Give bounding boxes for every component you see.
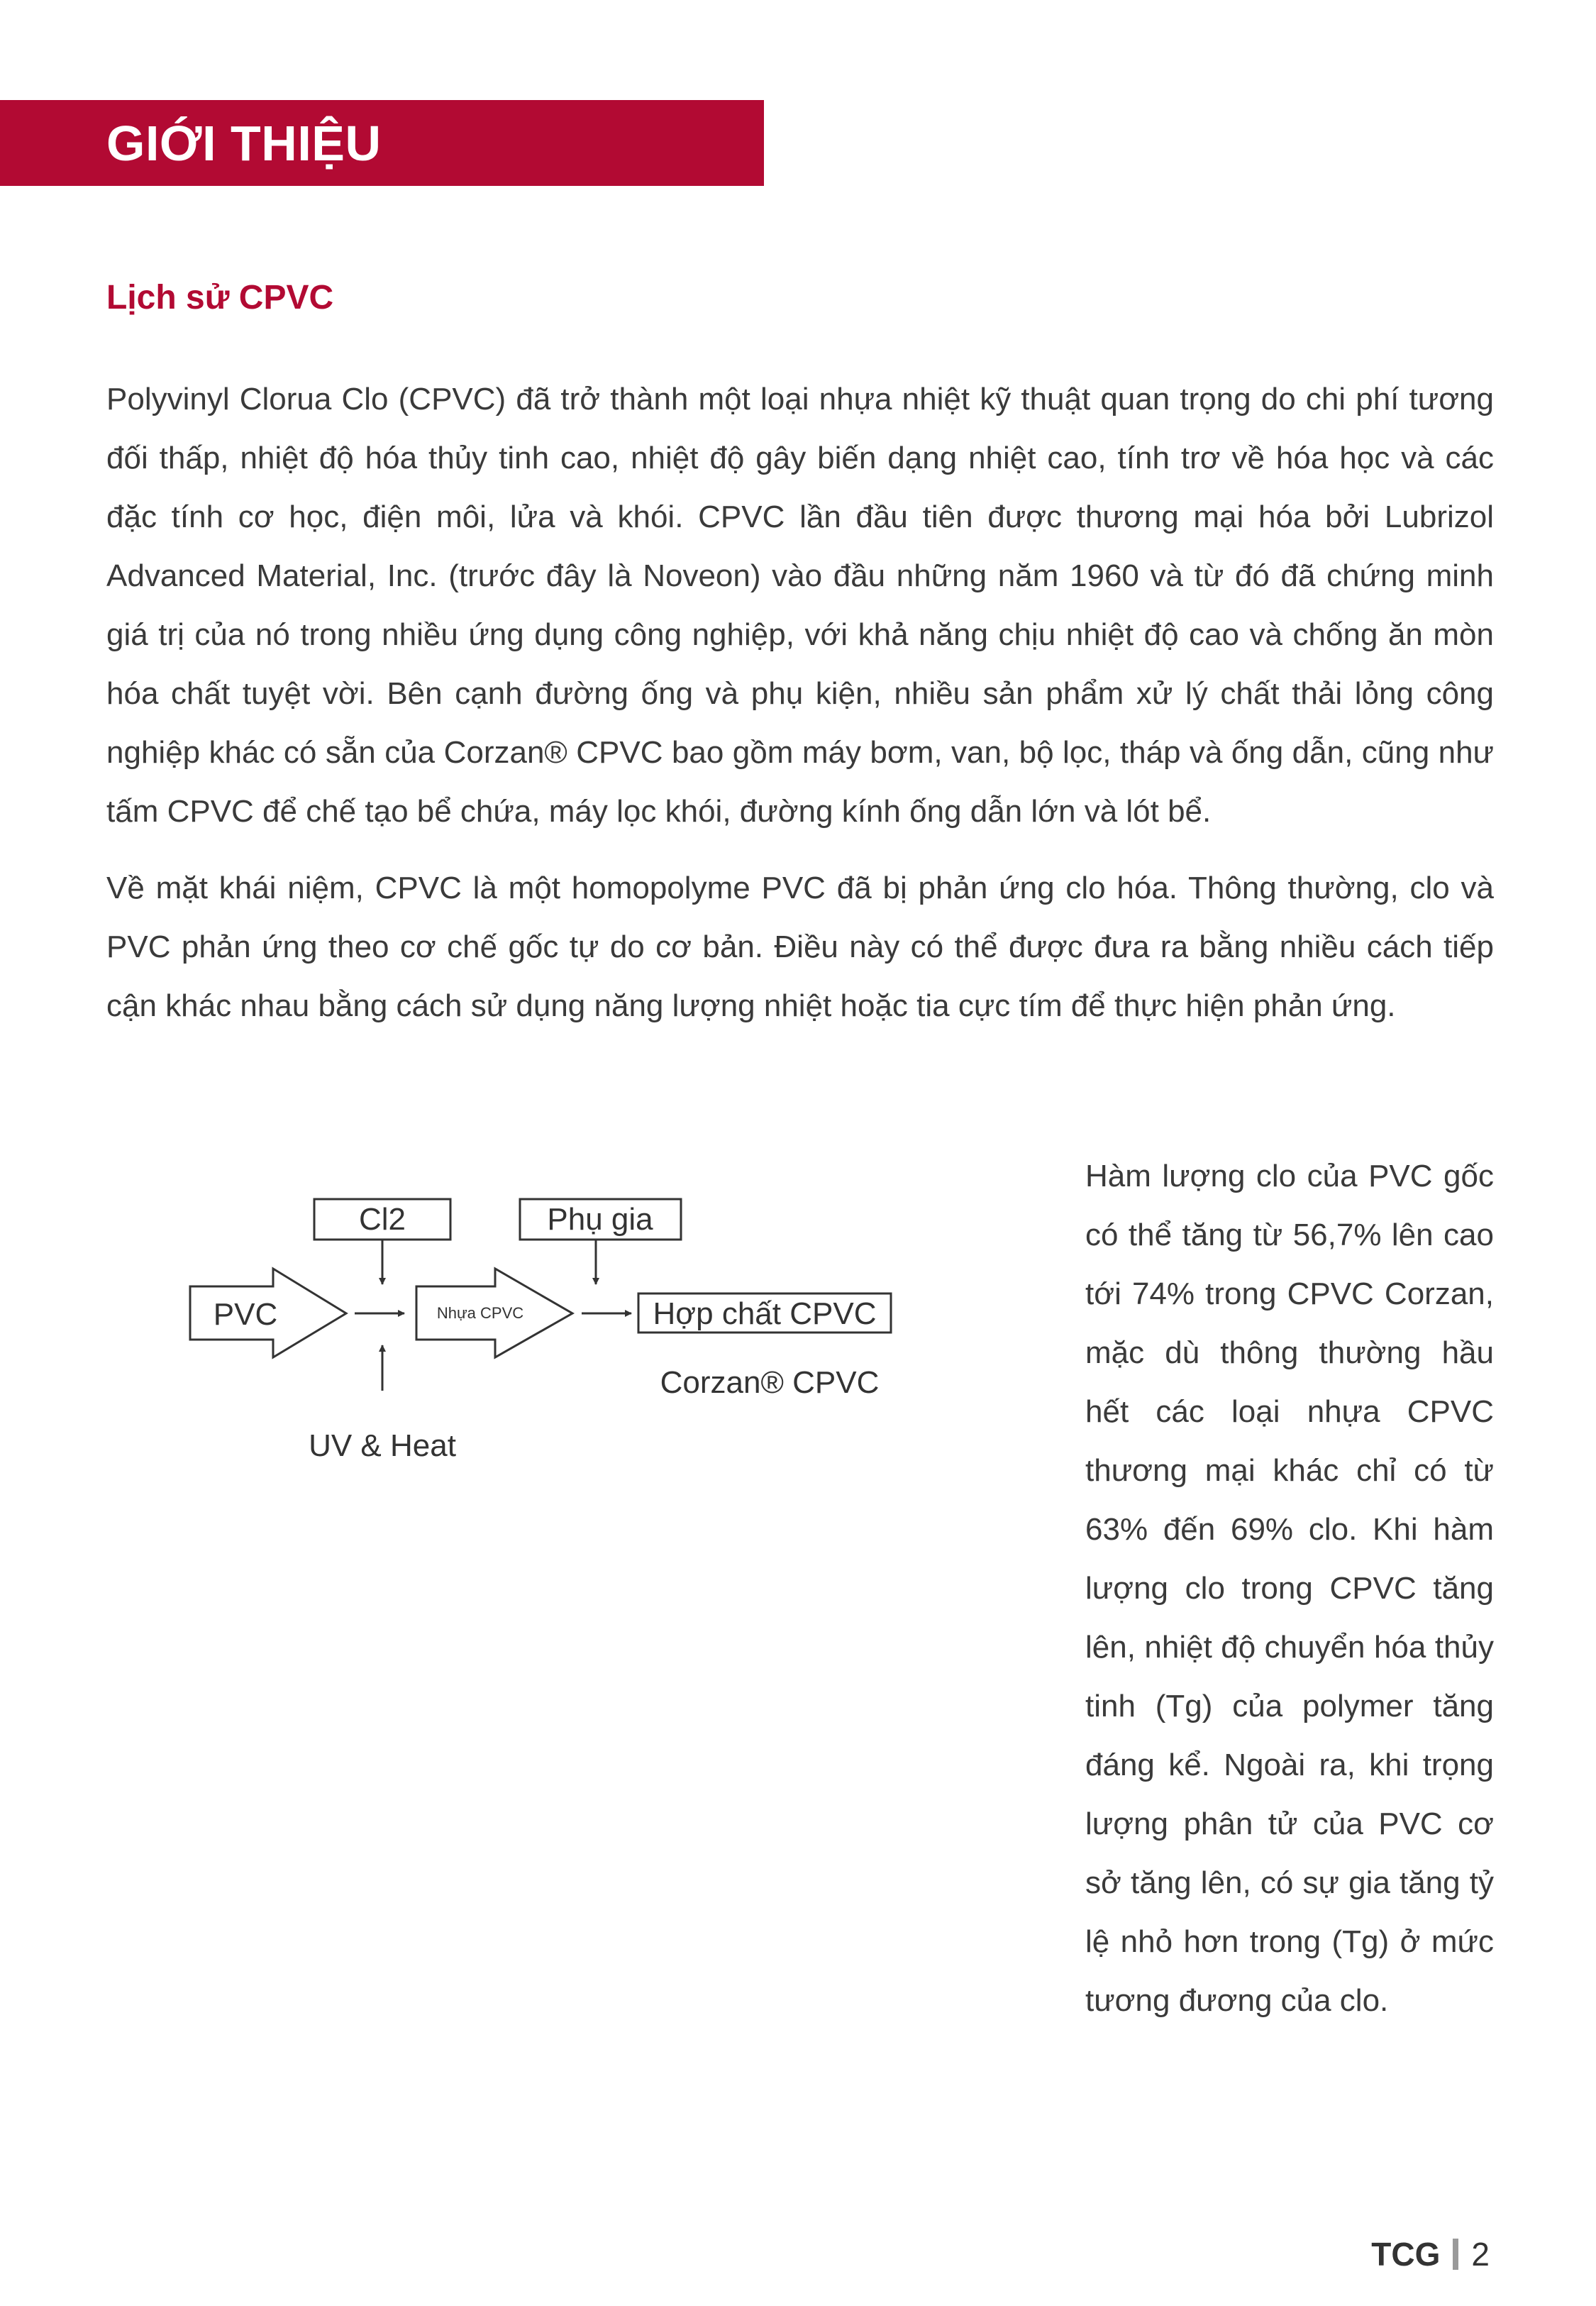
page-number: 2 [1471, 2236, 1490, 2273]
cl2-box [314, 1199, 450, 1240]
process-diagram [177, 1178, 915, 1476]
pvc-label: PVC [213, 1297, 278, 1332]
additive-box [520, 1199, 681, 1240]
chlorine-content-paragraph: Hàm lượng clo của PVC gốc có thể tăng từ 56,7% lên cao tới 74% trong CPVC Corzan, mặc dù thông thường hầu hết các loại nhựa CPVC thương mại khác chỉ có từ 63% đến 69% clo. Khi hàm lượng clo trong CPVC tăng lên, nhiệt độ chuyển hóa thủy tinh (Tg) của polymer tăng đáng kể. Ngoài ra, khi trọng lượng phân tử của PVC cơ sở tăng lên, có sự gia tăng tỷ lệ nhỏ hơn trong (Tg) ở mức tương đương của clo. [1085, 1159, 1494, 2018]
section-heading: Lịch sử CPVC [106, 279, 334, 316]
footer-divider [1453, 2239, 1458, 2270]
product-box [638, 1293, 891, 1333]
pvc-input-arrow [190, 1269, 346, 1357]
uv-heat-label: UV & Heat [309, 1428, 456, 1463]
product-brand-label: Corzan® CPVC [660, 1365, 880, 1400]
title-banner [0, 100, 764, 186]
cpvc-resin-arrow [416, 1269, 572, 1357]
concept-paragraph: Về mặt khái niệm, CPVC là một homopolyme PVC đã bị phản ứng clo hóa. Thông thường, clo và PVC phản ứng theo cơ chế gốc tự do cơ bản. Điều này có thể được đưa ra bằng nhiều cách tiếp cận khác nhau bằng cách sử dụng năng lượng nhiệt hoặc tia cực tím để thực hiện phản ứng. [106, 871, 1494, 1023]
intro-paragraph: Polyvinyl Clorua Clo (CPVC) đã trở thành một loại nhựa nhiệt kỹ thuật quan trọng do chi phí tương đối thấp, nhiệt độ hóa thủy tinh cao, nhiệt độ gây biến dạng nhiệt cao, tính trơ về hóa học và các đặc tính cơ học, điện môi, lửa và khói. CPVC lần đầu tiên được thương mại hóa bởi Lubrizol Advanced Material, Inc. (trước đây là Noveon) vào đầu những năm 1960 và từ đó đã chứng minh giá trị của nó trong nhiều ứng dụng công nghiệp, với khả năng chịu nhiệt độ cao và chống ăn mòn hóa chất tuyệt vời. Bên cạnh đường ống và phụ kiện, nhiều sản phẩm xử lý chất thải lỏng công nghiệp khác có sẵn của Corzan® CPVC bao gồm máy bơm, van, bộ lọc, tháp và ống dẫn, cũng như tấm CPVC để chế tạo bể chứa, máy lọc khói, đường kính ống dẫn lớn và lót bể. [106, 382, 1494, 829]
additive-label: Phụ gia [547, 1202, 653, 1237]
page-title: GIỚI THIỆU [106, 115, 382, 171]
product-label: Hợp chất CPVC [653, 1296, 877, 1331]
cl2-label: Cl2 [358, 1202, 406, 1237]
cpvc-resin-label: Nhựa CPVC [436, 1304, 524, 1322]
page-footer [1371, 2235, 1490, 2273]
footer-brand: TCG [1371, 2236, 1441, 2273]
